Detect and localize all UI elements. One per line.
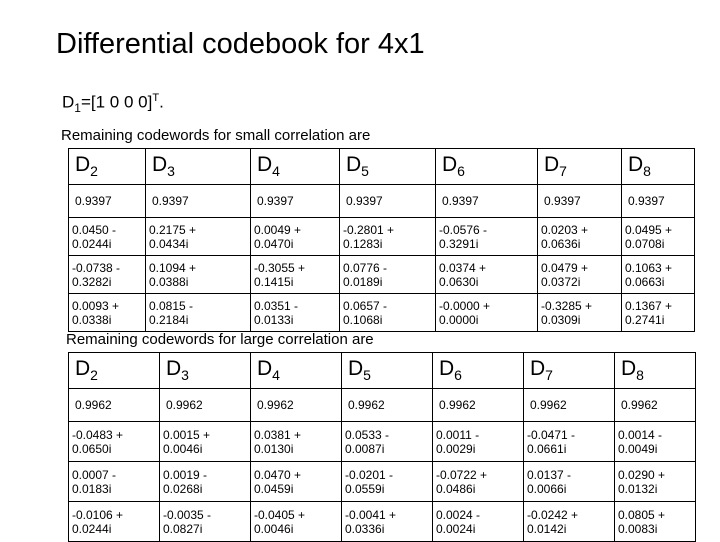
header-row (69, 149, 695, 185)
cell-value: 0.9962 (348, 398, 385, 412)
table-cell (615, 389, 696, 422)
d1-vector: =[1 0 0 0] (80, 92, 153, 112)
cell-value: 0.0495 + 0.0708i (625, 222, 673, 251)
cell-value: -0.0405 + 0.0046i (254, 507, 306, 536)
codeword-letter: D (621, 357, 637, 381)
cell-value: 0.9962 (75, 398, 112, 412)
table-cell (251, 256, 340, 294)
cell-value: 0.9962 (166, 398, 203, 412)
table-cell (615, 462, 696, 502)
table-cell (615, 502, 696, 542)
cell-value: -0.2801 + 0.1283i (343, 222, 395, 251)
table-cell (160, 389, 251, 422)
codeword-index: 6 (457, 163, 465, 180)
cell-value: -0.0106 + 0.0244i (72, 507, 124, 536)
cell-value: 0.0805 + 0.0083i (618, 507, 666, 536)
codeword-letter: D (152, 153, 168, 177)
table-cell (340, 185, 436, 218)
table-cell (69, 256, 146, 294)
cell-value: -0.0738 - 0.3282i (72, 260, 121, 289)
cell-value: -0.0576 - 0.3291i (439, 222, 488, 251)
cell-value: 0.0015 + 0.0046i (163, 427, 211, 456)
table-cell (524, 462, 615, 502)
codeword-letter: D (348, 357, 364, 381)
cell-value: -0.0041 + 0.0336i (345, 507, 397, 536)
table-cell (524, 422, 615, 462)
table-cell (69, 389, 160, 422)
cell-value: -0.0471 - 0.0661i (527, 427, 576, 456)
table-cell (538, 185, 622, 218)
table-cell (251, 389, 342, 422)
table-cell (146, 218, 251, 256)
cell-value: -0.3285 + 0.0309i (541, 298, 593, 327)
table-cell (160, 502, 251, 542)
table-cell (69, 422, 160, 462)
table-cell (433, 422, 524, 462)
table-cell (436, 185, 538, 218)
table-cell (622, 218, 695, 256)
d1-letter: D (62, 92, 75, 112)
table-cell (433, 389, 524, 422)
table-cell (69, 218, 146, 256)
table-cell (69, 185, 146, 218)
codeword-letter: D (75, 357, 91, 381)
table-cell (340, 256, 436, 294)
codeword-index: 8 (636, 367, 644, 384)
small-correlation-caption: Remaining codewords for small correlation are (61, 127, 371, 144)
table-cell (146, 294, 251, 332)
codeword-index: 4 (272, 163, 280, 180)
table-cell (69, 462, 160, 502)
table-row (69, 462, 696, 502)
cell-value: -0.0000 + 0.0000i (439, 298, 491, 327)
table-row (69, 185, 695, 218)
cell-value: 0.2175 + 0.0434i (149, 222, 197, 251)
table-cell (251, 422, 342, 462)
codeword-letter: D (166, 357, 182, 381)
table-cell (251, 462, 342, 502)
cell-value: 0.0381 + 0.0130i (254, 427, 302, 456)
cell-value: 0.0007 - 0.0183i (72, 467, 117, 496)
cell-value: -0.3055 + 0.1415i (254, 260, 306, 289)
cell-value: 0.0049 + 0.0470i (254, 222, 302, 251)
cell-value: 0.0533 - 0.0087i (345, 427, 390, 456)
cell-value: -0.0722 + 0.0486i (436, 467, 488, 496)
codeword-index: 2 (90, 367, 98, 384)
cell-value: 0.9962 (621, 398, 658, 412)
codeword-letter: D (257, 357, 273, 381)
codeword-letter: D (442, 153, 458, 177)
table-cell (251, 294, 340, 332)
table-cell (622, 256, 695, 294)
cell-value: 0.9397 (442, 194, 479, 208)
table-cell (538, 256, 622, 294)
cell-value: 0.9397 (257, 194, 294, 208)
column-header (436, 149, 538, 185)
cell-value: 0.0657 - 0.1068i (343, 298, 388, 327)
column-header (251, 149, 340, 185)
cell-value: -0.0201 - 0.0559i (345, 467, 394, 496)
table-cell (69, 502, 160, 542)
table-cell (146, 256, 251, 294)
table-row (69, 218, 695, 256)
table-cell (69, 294, 146, 332)
table-cell (160, 462, 251, 502)
table-cell (524, 389, 615, 422)
codeword-letter: D (628, 153, 644, 177)
cell-value: 0.0203 + 0.0636i (541, 222, 589, 251)
cell-value: 0.0776 - 0.0189i (343, 260, 388, 289)
slide-title: Differential codebook for 4x1 (56, 28, 425, 60)
codeword-index: 8 (643, 163, 651, 180)
column-header (69, 353, 160, 389)
d1-transpose: T (152, 92, 160, 104)
codeword-index: 3 (167, 163, 175, 180)
column-header (69, 149, 146, 185)
table-cell (433, 502, 524, 542)
table-cell (433, 462, 524, 502)
column-header (433, 353, 524, 389)
table-cell (524, 502, 615, 542)
table-cell (342, 422, 433, 462)
table-row (69, 502, 696, 542)
cell-value: 0.0351 - 0.0133i (254, 298, 299, 327)
table-row (69, 294, 695, 332)
cell-value: 0.1367 + 0.2741i (625, 298, 673, 327)
cell-value: 0.0470 + 0.0459i (254, 467, 302, 496)
d1-definition (62, 92, 164, 115)
column-header (146, 149, 251, 185)
cell-value: 0.0014 - 0.0049i (618, 427, 663, 456)
table-cell (436, 256, 538, 294)
cell-value: 0.0450 - 0.0244i (72, 222, 117, 251)
column-header (251, 353, 342, 389)
codeword-index: 5 (361, 163, 369, 180)
cell-value: -0.0483 + 0.0650i (72, 427, 124, 456)
table-cell (436, 294, 538, 332)
column-header (342, 353, 433, 389)
d1-subscript: 1 (74, 101, 81, 116)
table-cell (538, 218, 622, 256)
cell-value: 0.9962 (257, 398, 294, 412)
codeword-letter: D (530, 357, 546, 381)
large-correlation-table (68, 352, 696, 542)
cell-value: 0.9397 (628, 194, 665, 208)
codeword-letter: D (439, 357, 455, 381)
cell-value: 0.0019 - 0.0268i (163, 467, 208, 496)
column-header (340, 149, 436, 185)
d1-period: . (159, 92, 164, 112)
codeword-letter: D (257, 153, 273, 177)
header-row (69, 353, 696, 389)
table-row (69, 422, 696, 462)
table-cell (342, 389, 433, 422)
column-header (538, 149, 622, 185)
cell-value: 0.0024 - 0.0024i (436, 507, 481, 536)
codeword-index: 6 (454, 367, 462, 384)
cell-value: -0.0242 + 0.0142i (527, 507, 579, 536)
table-cell (251, 218, 340, 256)
table-row (69, 256, 695, 294)
table-cell (160, 422, 251, 462)
table-cell (146, 185, 251, 218)
codeword-index: 4 (272, 367, 280, 384)
table-row (69, 389, 696, 422)
cell-value: 0.0815 - 0.2184i (149, 298, 194, 327)
table-cell (538, 294, 622, 332)
cell-value: 0.0374 + 0.0630i (439, 260, 487, 289)
column-header (524, 353, 615, 389)
cell-value: 0.0093 + 0.0338i (72, 298, 120, 327)
codeword-letter: D (346, 153, 362, 177)
table-cell (342, 462, 433, 502)
codeword-index: 2 (90, 163, 98, 180)
small-correlation-table (68, 148, 695, 332)
cell-value: 0.9397 (346, 194, 383, 208)
cell-value: 0.0479 + 0.0372i (541, 260, 589, 289)
table-cell (251, 502, 342, 542)
cell-value: 0.0137 - 0.0066i (527, 467, 572, 496)
table-cell (342, 502, 433, 542)
cell-value: 0.9962 (439, 398, 476, 412)
table-cell (436, 218, 538, 256)
codeword-index: 5 (363, 367, 371, 384)
cell-value: 0.0011 - 0.0029i (436, 427, 480, 456)
cell-value: 0.1063 + 0.0663i (625, 260, 673, 289)
column-header (615, 353, 696, 389)
cell-value: 0.9962 (530, 398, 567, 412)
codeword-index: 7 (559, 163, 567, 180)
table-cell (615, 422, 696, 462)
cell-value: 0.0290 + 0.0132i (618, 467, 666, 496)
codeword-index: 3 (181, 367, 189, 384)
table-cell (622, 185, 695, 218)
cell-value: 0.9397 (75, 194, 112, 208)
codeword-index: 7 (545, 367, 553, 384)
table-cell (340, 294, 436, 332)
table-cell (622, 294, 695, 332)
codeword-letter: D (75, 153, 91, 177)
column-header (160, 353, 251, 389)
codeword-letter: D (544, 153, 560, 177)
cell-value: 0.9397 (152, 194, 189, 208)
table-cell (251, 185, 340, 218)
cell-value: -0.0035 - 0.0827i (163, 507, 212, 536)
cell-value: 0.1094 + 0.0388i (149, 260, 197, 289)
table-cell (340, 218, 436, 256)
column-header (622, 149, 695, 185)
cell-value: 0.9397 (544, 194, 581, 208)
large-correlation-caption: Remaining codewords for large correlation are (66, 331, 374, 348)
